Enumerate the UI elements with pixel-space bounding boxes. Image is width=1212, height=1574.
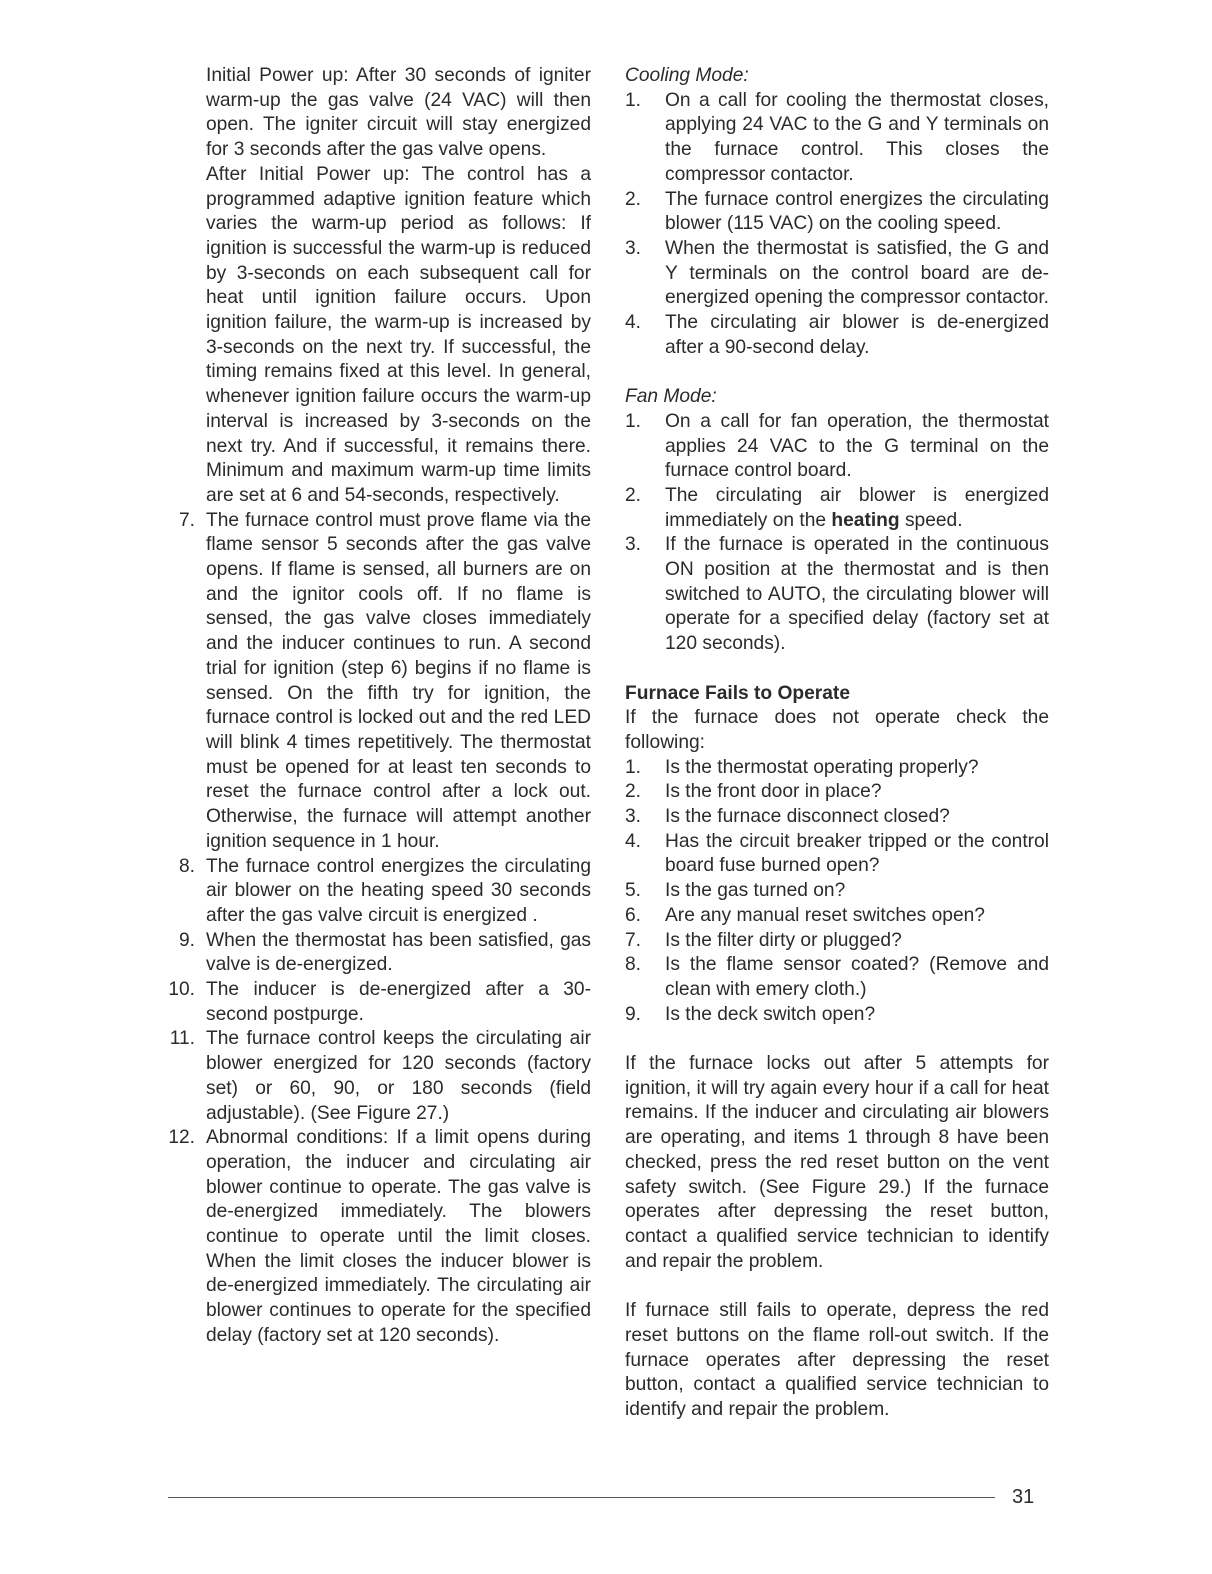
item-number: 7. [625,929,642,951]
footer-rule [168,1497,995,1498]
item-text: Are any manual reset switches open? [665,904,985,926]
rollout-paragraph: If furnace still fails to operate, depress the red reset buttons on the flame roll-out switch. If the furnace operates after depressing the reset button, contact a qualified service technician to identify and repair the problem. [625,1300,1049,1420]
item-number: 4. [625,312,642,334]
list-item [625,311,1049,360]
item-number: 3. [625,534,642,556]
item-text: The circulating air blower is de-energized after a 90-second delay. [665,312,1049,358]
item-text: Is the furnace disconnect closed? [665,806,950,828]
item-text: Has the circuit breaker tripped or the control board fuse burned open? [665,830,1049,877]
step6-initial-paragraph: Initial Power up: After 30 seconds of igniter warm-up the gas valve (24 VAC) will then open. The igniter circuit will stay energized for 3 seconds after the gas valve opens. [206,65,591,161]
item-text: Is the thermostat operating properly? [665,756,979,778]
item-number: 8. [625,954,642,976]
furnace-fails-heading: Furnace Fails to Operate [625,682,850,704]
item-number: 9. [178,929,195,951]
item-text: Is the flame sensor coated? (Remove and clean with emery cloth.) [665,954,1049,1000]
item-text: Is the front door in place? [665,781,882,803]
list-item [625,805,1049,830]
list-item [167,855,591,929]
list-item [625,830,1049,879]
list-item [625,953,1049,1002]
item-text: Is the gas turned on? [665,880,846,902]
item-text-after: speed. [899,509,963,531]
list-item [167,509,591,855]
item-number: 4. [625,830,642,852]
right-column [625,64,1049,1423]
list-item [625,89,1049,188]
item-number: 12. [168,1127,195,1149]
item-text: If the furnace is operated in the continuous ON position at the thermostat and is then switched to AUTO, the circulating blower will operate for a specified delay (factory set at 120 seconds). [665,534,1049,655]
item-number: 3. [625,806,642,828]
cooling-mode-heading: Cooling Mode: [625,65,749,86]
item-number: 1. [625,756,642,778]
item-number: 5. [625,880,642,902]
list-item [625,237,1049,311]
item-number: 6. [625,904,642,926]
list-item [625,780,1049,805]
item-number: 10. [168,979,195,1001]
item-text: Is the deck switch open? [665,1003,876,1025]
list-item [625,1003,1049,1028]
item-number: 8. [178,855,195,877]
item-text: The furnace control energizes the circulating blower (115 VAC) on the cooling speed. [665,188,1049,235]
list-item [625,533,1049,657]
list-item [625,484,1049,533]
item-text [665,485,1049,531]
list-item [167,1126,591,1348]
list-item [167,1027,591,1126]
item-text: The inducer is de-energized after a 30-second postpurge. [206,979,591,1025]
furnace-fails-intro: If the furnace does not operate check the following: [625,707,1049,753]
list-item [625,188,1049,237]
list-item [625,904,1049,929]
left-column [167,64,591,1349]
item-number: 1. [625,410,642,432]
item-text: The furnace control energizes the circulating air blower on the heating speed 30 seconds after the gas valve circuit is energized . [206,855,591,926]
item-text: The furnace control must prove flame via the flame sensor 5 seconds after the gas valve opens. If flame is sensed, all burners are on and the ignitor cools off. If no flame is sensed, the gas valve closes immediately and the inducer continues to run. A second trial for ignition (step 6) begins if no flame is sensed. On the fifth try for ignition, the furnace control is locked out and the red LED will blink 4 times repetitively. The thermostat must be opened for at least ten seconds to reset the furnace control after a lock out. Otherwise, the furnace will attempt another ignition sequence in 1 hour. [206,509,591,852]
fan-mode-heading: Fan Mode: [625,386,717,408]
item-number: 2. [625,484,642,506]
list-item [625,410,1049,484]
page-number: 31 [1012,1486,1035,1508]
item-number: 11. [169,1028,195,1050]
list-item [167,929,591,978]
item-number: 3. [625,237,642,259]
list-item [167,978,591,1027]
item-text: The furnace control keeps the circulating air blower energized for 120 seconds (factory set) or 60, 90, or 180 seconds (field adjustable). (See Figure 27.) [206,1028,591,1124]
item-text: When the thermostat has been satisfied, gas valve is de-energized. [206,929,591,976]
item-text-bold: heating [831,509,900,531]
item-text: When the thermostat is satisfied, the G and Y terminals on the control board are de-energized opening the compressor contactor. [665,237,1049,309]
item-number: 7. [178,509,195,531]
step6-after-paragraph: After Initial Power up: The control has a programmed adaptive ignition feature which varies the warm-up period as follows: If ignition is successful the warm-up is reduced by 3-seconds on each subsequent call for heat until ignition failure occurs. Upon ignition failure, the warm-up is increased by 3-seconds on the next try. If successful, the timing remains fixed at this level. In general, whenever ignition failure occurs the warm-up interval is increased by 3-seconds on the next try. And if successful, it remains there. Minimum and maximum warm-up time limits are set at 6 and 54-seconds, respectively. [206,163,591,506]
item-text-before: The circulating air blower is energized immediately on the [665,484,1049,531]
item-number: 1. [625,89,642,111]
item-number: 2. [625,781,642,803]
list-item [625,879,1049,904]
item-number: 2. [625,188,642,210]
list-item [625,929,1049,954]
lockout-paragraph: If the furnace locks out after 5 attempts for ignition, it will try again every hour if a call for heat remains. If the inducer and circulating air blowers are operating, and items 1 through 8 have been checked, press the red reset button on the vent safety switch. (See Figure 29.) If the furnace operates after depressing the reset button, contact a qualified service technician to identify and repair the problem. [625,1053,1049,1272]
item-text: On a call for cooling the thermostat closes, applying 24 VAC to the G and Y terminals on the furnace control. This closes the compressor contactor. [665,89,1049,185]
item-text: On a call for fan operation, the thermostat applies 24 VAC to the G terminal on the furnace control board. [665,410,1049,482]
list-item [625,756,1049,781]
item-text: Abnormal conditions: If a limit opens during operation, the inducer and circulating air blower continue to operate. The gas valve is de-energized immediately. The blowers continue to operate until the limit closes. When the limit closes the inducer blower is de-energized immediately. The circulating air blower continues to operate for the specified delay (factory set at 120 seconds). [206,1127,591,1346]
item-number: 9. [625,1003,642,1025]
item-text: Is the filter dirty or plugged? [665,929,902,951]
